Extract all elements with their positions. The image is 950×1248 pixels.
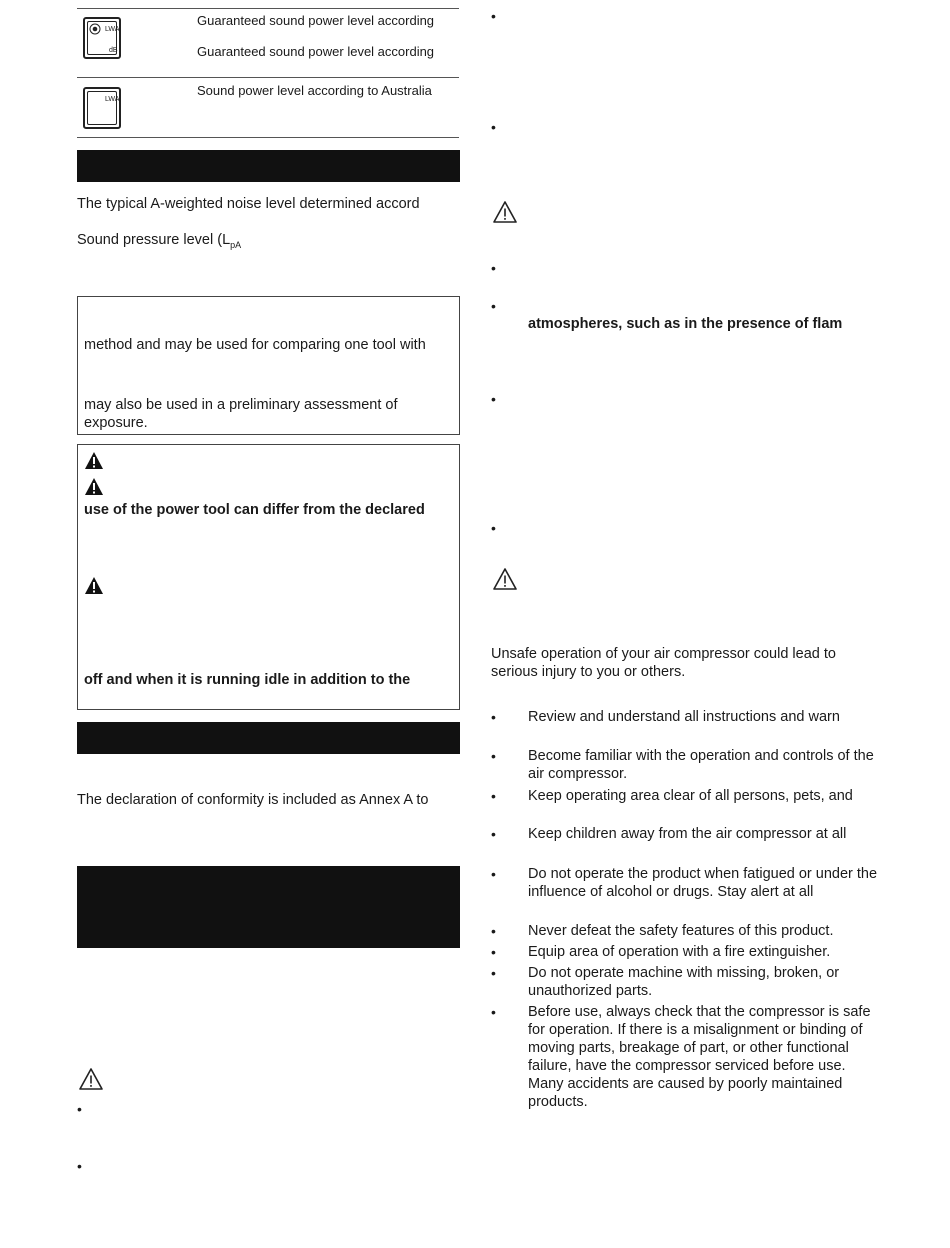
bullet-marker: • xyxy=(491,866,496,882)
bullet-marker: • xyxy=(491,788,496,804)
unsafe-operation-paragraph: Unsafe operation of your air compressor could lead to serious injury to you or others. xyxy=(491,646,836,680)
list-item: Keep children away from the air compressor at all xyxy=(528,826,847,842)
warning-triangle-icon xyxy=(84,477,104,496)
list-item: Do not operate machine with missing, broken, or unauthorized parts. xyxy=(528,965,840,999)
info-box-line2: may also be used in a preliminary assessment of xyxy=(84,397,398,413)
warning-box xyxy=(77,444,460,710)
caution-outline-icon xyxy=(492,200,518,224)
caution-outline-icon xyxy=(78,1067,104,1091)
bullet-marker: • xyxy=(491,520,496,536)
bullet-marker: • xyxy=(491,391,496,407)
caution-outline-icon xyxy=(492,567,518,591)
bullet-marker: • xyxy=(491,260,496,276)
bullet-marker: • xyxy=(491,923,496,939)
bullet-marker: • xyxy=(491,8,496,24)
bullet-marker: • xyxy=(77,1101,82,1117)
australia-sound-power-icon xyxy=(83,87,121,129)
list-item: Equip area of operation with a fire extinguisher. xyxy=(528,944,831,960)
bullet-marker: • xyxy=(77,1158,82,1174)
bullet-marker: • xyxy=(491,944,496,960)
list-item: Never defeat the safety features of this product. xyxy=(528,923,834,939)
lwa-label: LWA xyxy=(105,26,120,33)
list-item: Keep operating area clear of all persons, pets, and xyxy=(528,788,853,804)
bullet-marker: • xyxy=(491,748,496,764)
info-box-line3: exposure. xyxy=(84,415,148,431)
noise-paragraph: The typical A-weighted noise level determined accord xyxy=(77,196,420,212)
warning-box-bold2: off and when it is running idle in addition to the xyxy=(84,672,411,688)
section-heading-bar-conformity xyxy=(77,722,460,754)
bullet-marker: • xyxy=(491,709,496,725)
lwa-label-2: LWA xyxy=(105,96,120,103)
info-box-line1: method and may be used for comparing one tool with xyxy=(84,337,426,353)
bullet-marker: • xyxy=(491,826,496,842)
conformity-paragraph: The declaration of conformity is included as Annex A to xyxy=(77,792,429,808)
table-top-rule xyxy=(77,8,459,9)
table-row1-text2: Guaranteed sound power level according xyxy=(197,44,435,59)
warning-triangle-icon xyxy=(84,451,104,470)
guaranteed-sound-power-icon xyxy=(83,17,121,59)
warning-box-bold1: use of the power tool can differ from the declared xyxy=(84,502,425,518)
bullet-marker: • xyxy=(491,298,496,314)
table-mid-rule xyxy=(77,77,459,78)
list-item: Review and understand all instructions and warn xyxy=(528,709,840,725)
warning-triangle-icon xyxy=(84,576,104,595)
section-heading-bar-safety xyxy=(77,866,460,948)
bullet-marker: • xyxy=(491,1004,496,1020)
section-heading-bar-noise xyxy=(77,150,460,182)
bullet-marker: • xyxy=(491,965,496,981)
sound-pressure-line: Sound pressure level ($L_{pA}$ xyxy=(77,232,242,250)
db-label: dB xyxy=(109,47,118,54)
table-row1-text1: Guaranteed sound power level according xyxy=(197,13,435,28)
table-bottom-rule xyxy=(77,137,459,138)
bullet-marker: • xyxy=(491,119,496,135)
list-item: Before use, always check that the compressor is safe for operation. If there is a misalignment or binding of moving parts, breakage of part, or other functional failure, have the compressor serviced before use. Many accidents are caused by poorly maintained products. xyxy=(528,1004,871,1110)
list-item: Become familiar with the operation and controls of the air compressor. xyxy=(528,748,874,782)
atmospheres-bold-text: atmospheres, such as in the presence of flam xyxy=(528,316,843,332)
info-box xyxy=(77,296,460,435)
table-row2-text: Sound power level according to Australia xyxy=(197,83,432,98)
list-item: Do not operate the product when fatigued or under the influence of alcohol or drugs. Stay alert at all xyxy=(528,866,878,900)
